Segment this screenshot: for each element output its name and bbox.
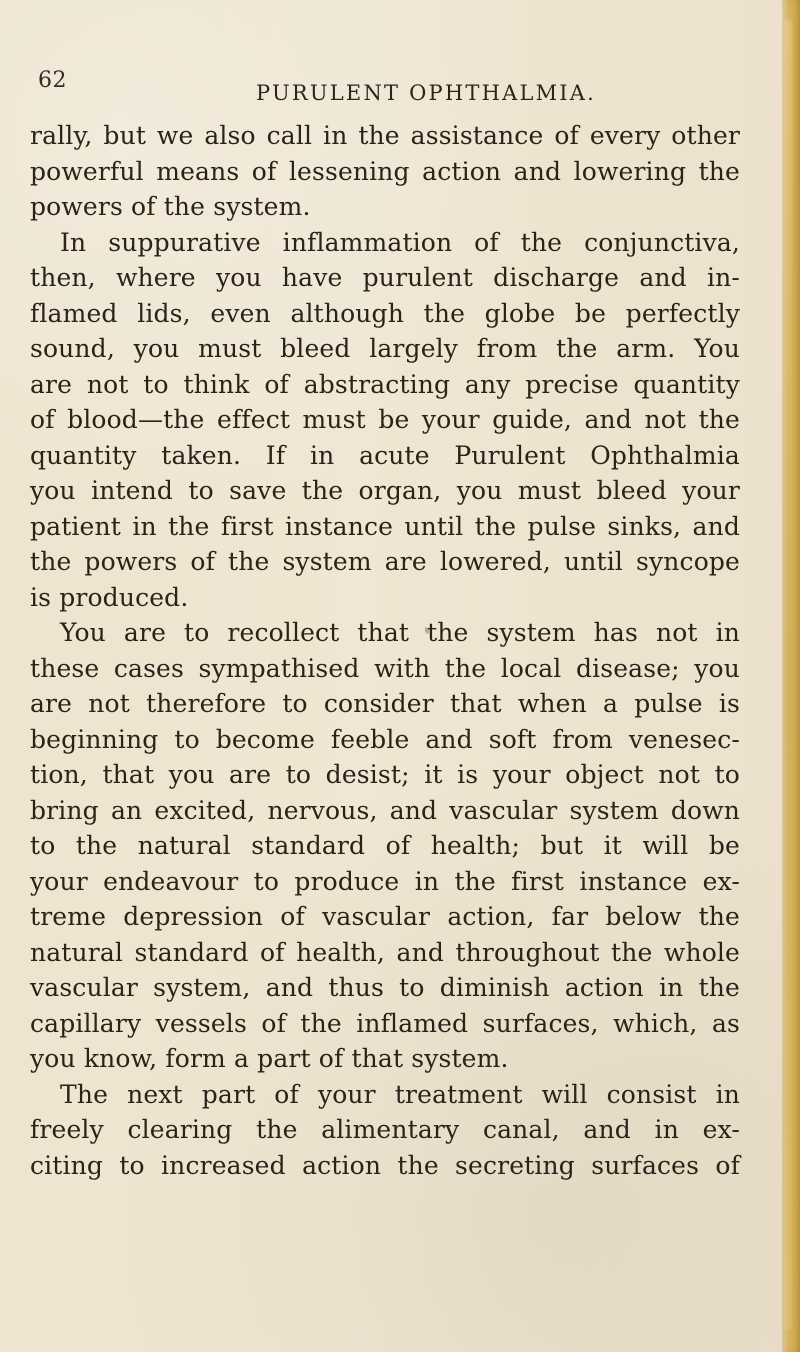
text-line: you intend to save the organ, you must bleed your — [30, 476, 740, 505]
text-line: capillary vessels of the inflamed surfaces, which, as — [30, 1008, 740, 1038]
text-line: powerful means of lessening action and lowering the — [30, 156, 740, 186]
text-line: are not to think of abstracting any precise quantity — [30, 369, 740, 399]
text-line: are not therefore to consider that when a pulse is — [30, 689, 740, 718]
text-line: natural standard of health, and throughout the whole — [30, 937, 740, 967]
text-line: beginning to become feeble and soft from venesec- — [30, 724, 740, 754]
page-edge — [782, 0, 800, 1352]
text-line: quantity taken. If in acute Purulent Ophthalmia — [30, 440, 740, 470]
text-line: to the natural standard of health; but it will be — [30, 831, 740, 860]
text-line: In suppurative inflammation of the conjunctiva, — [60, 227, 740, 257]
text-line: sound, you must bleed largely from the arm. You — [30, 334, 740, 363]
text-line: flamed lids, even although the globe be perfectly — [30, 298, 740, 328]
text-line: is produced. — [30, 582, 189, 612]
text-line: treme depression of vascular action, far below the — [30, 902, 740, 931]
text-line: your endeavour to produce in the first instance ex- — [30, 866, 740, 896]
text-line: tion, that you are to desist; it is your object not to — [30, 760, 740, 789]
text-line: vascular system, and thus to diminish action in the — [30, 973, 740, 1002]
text-line: you know, form a part of that system. — [30, 1044, 509, 1073]
text-line: freely clearing the alimentary canal, and in ex- — [30, 1115, 740, 1144]
text-line: of blood—the effect must be your guide, and not the — [30, 405, 740, 434]
running-head: PURULENT OPHTHALMIA. — [256, 81, 597, 105]
text-line: then, where you have purulent discharge and in- — [30, 263, 740, 292]
text-line: the powers of the system are lowered, until syncope — [30, 547, 740, 576]
text-line: bring an excited, nervous, and vascular system down — [30, 795, 740, 825]
text-line: powers of the system. — [30, 192, 311, 221]
text-line: these cases sympathised with the local disease; you — [30, 653, 740, 683]
text-line: rally, but we also call in the assistance of every other — [30, 121, 740, 150]
page-body — [30, 118, 740, 1183]
text-line: patient in the first instance until the pulse sinks, and — [30, 511, 740, 541]
page-number: 62 — [38, 68, 67, 93]
text-line: The next part of your treatment will consist in — [60, 1079, 740, 1109]
text-line: You are to recollect that the system has not in — [60, 618, 740, 647]
text-line: citing to increased action the secreting surfaces of — [30, 1150, 740, 1180]
